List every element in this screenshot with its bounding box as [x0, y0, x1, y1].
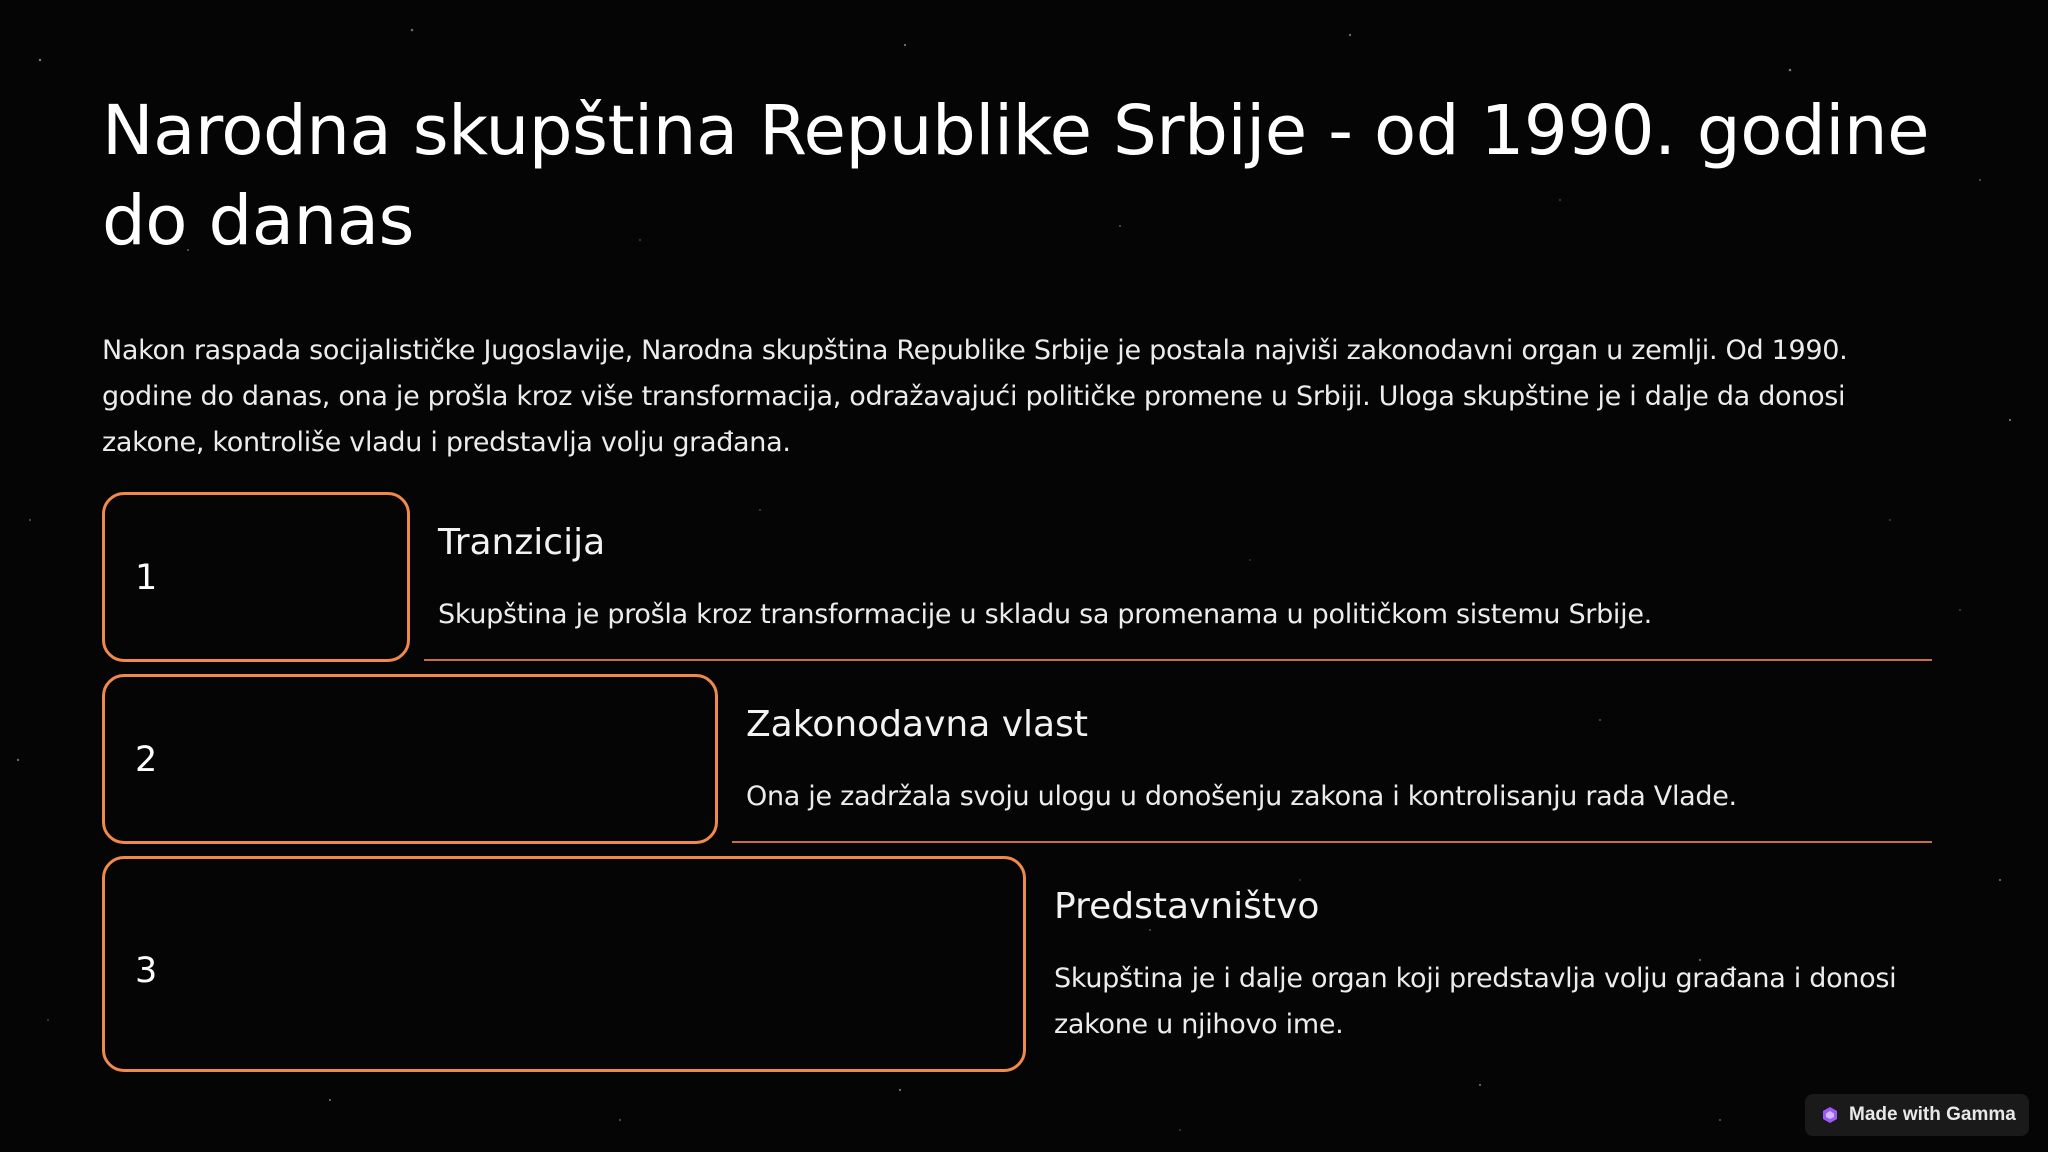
badge-label: Made with Gamma	[1849, 1104, 2016, 1125]
step-number: 2	[135, 740, 158, 780]
step-number-box	[102, 856, 1026, 1072]
step-number-box	[102, 492, 410, 662]
slide	[102, 0, 1932, 1152]
step-number-box	[102, 674, 718, 844]
intro-paragraph: Nakon raspada socijalističke Jugoslavije, Narodna skupština Republike Srbije je postala najviši zakonodavni organ u zemlji. Od 1990. godine do danas, ona je prošla kroz više transformacija, odražavajući političke promene u Srbiji. Uloga skupštine je i dalje da donosi zakone, kontroliše vladu i predstavlja volju građana.	[102, 335, 1848, 458]
step-title: Predstavništvo	[1054, 886, 1320, 927]
step-description: Ona je zadržala svoju ulogu u donošenju zakona i kontrolisanju rada Vlade.	[746, 781, 1737, 812]
step-description: Skupština je prošla kroz transformacije u skladu sa promenama u političkom sistemu Srbije.	[438, 599, 1652, 630]
step-number: 1	[135, 558, 158, 598]
step-number: 3	[135, 951, 158, 991]
page-title: Narodna skupština Republike Srbije - od 1990. godine do danas	[102, 91, 1930, 261]
step-title: Zakonodavna vlast	[746, 704, 1088, 745]
step-divider	[424, 659, 1932, 661]
step-title: Tranzicija	[438, 522, 606, 563]
step-description: Skupština je i dalje organ koji predstavlja volju građana i donosi zakone u njihovo ime.	[1054, 963, 1897, 1040]
step-divider	[732, 841, 1932, 843]
made-with-gamma-badge[interactable]	[1805, 1094, 2029, 1136]
gamma-logo-icon	[1821, 1106, 1839, 1124]
